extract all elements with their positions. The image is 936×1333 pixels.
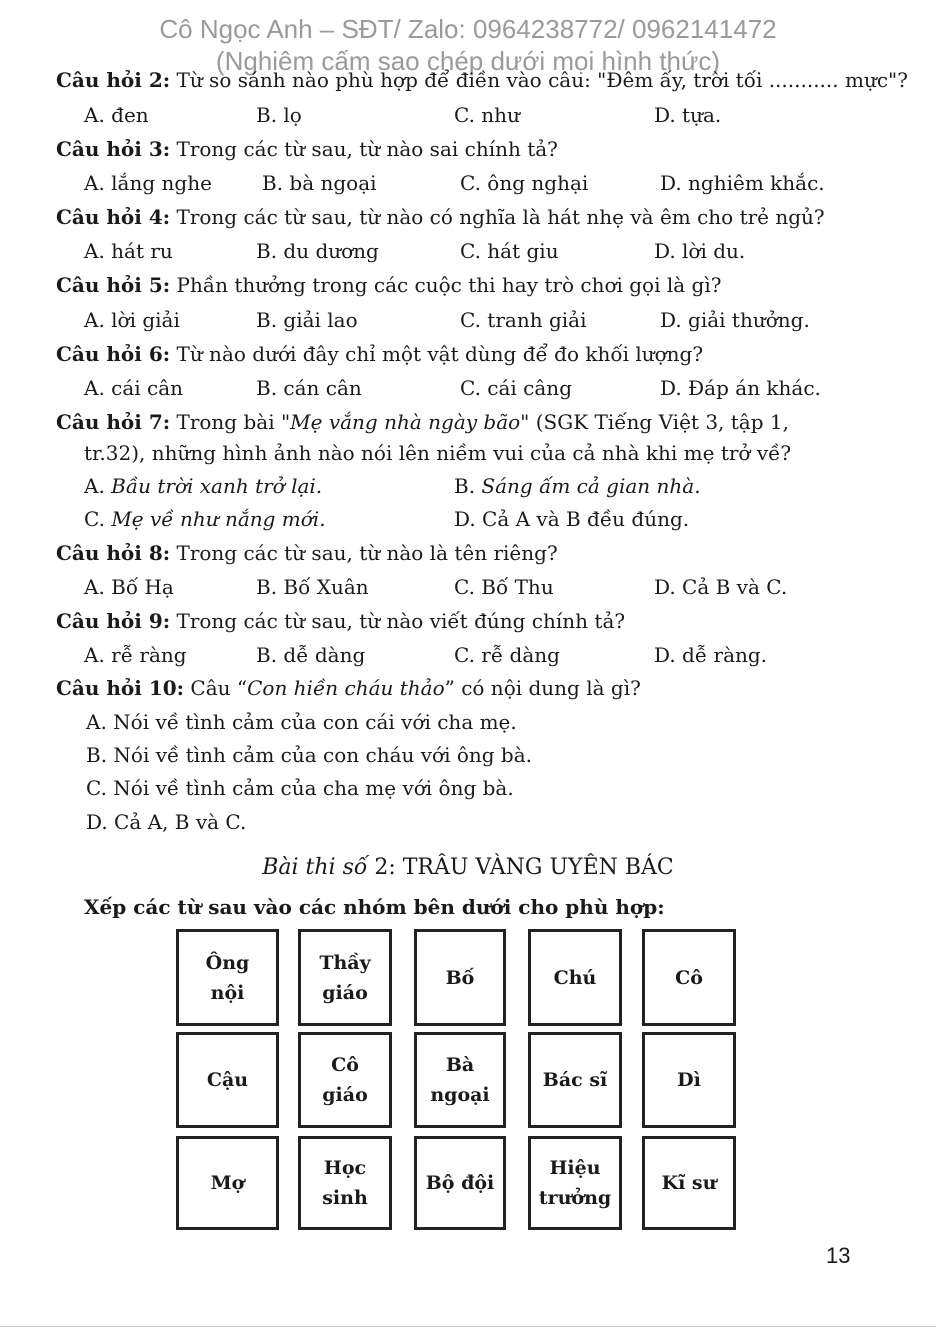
option-c: C. như [454, 103, 520, 127]
word-box [176, 1032, 279, 1128]
word-box [642, 1032, 736, 1128]
watermark-contact: Cô Ngọc Anh – SĐT/ Zalo: 0964238772/ 0962141472 [159, 14, 777, 44]
question-text: Trong các từ sau, từ nào là tên riêng? [170, 541, 558, 565]
section-title: Bài thi số 2: TRÂU VÀNG UYÊN BÁC [262, 855, 674, 880]
question-7 [56, 410, 789, 434]
question-label: Câu hỏi 9: [56, 609, 171, 633]
question-label: Câu hỏi 8: [56, 541, 171, 565]
word-box [298, 1136, 392, 1230]
option-b: B. Sáng ấm cả gian nhà. [454, 474, 701, 498]
word-box-label: Cô giáo [322, 1054, 368, 1106]
watermark-notice: (Nghiêm cấm sao chép dưới mọi hình thức) [215, 46, 721, 76]
word-box [642, 1136, 736, 1230]
word-box [528, 1032, 622, 1128]
option-d: D. Đáp án khác. [660, 376, 821, 400]
word-box-label: Dì [677, 1069, 701, 1091]
option-d: D. lời du. [654, 239, 746, 263]
question-10 [56, 676, 641, 700]
word-box-label: Mợ [210, 1172, 245, 1194]
option-a: A. lắng nghe [84, 171, 212, 195]
option-b: B. Nói về tình cảm của con cháu với ông bà. [86, 743, 533, 767]
option-a: A. Nói về tình cảm của con cái với cha mẹ. [86, 710, 517, 734]
word-box [176, 1136, 279, 1230]
word-box [528, 929, 622, 1026]
word-box-label: Cậu [206, 1069, 249, 1091]
option-d: D. Cả A, B và C. [86, 810, 247, 834]
option-a: A. đen [84, 103, 149, 127]
word-box-label: Ông nội [205, 951, 250, 1004]
question-label: Câu hỏi 7: [56, 410, 171, 434]
question-6 [56, 342, 703, 366]
option-b: B. du dương [256, 239, 379, 263]
option-d: D. nghiêm khắc. [660, 171, 825, 195]
page-number: 13 [826, 1243, 851, 1268]
question-text: Trong các từ sau, từ nào viết đúng chính tả? [170, 609, 626, 633]
option-c: C. Bố Thu [454, 575, 554, 599]
option-b: B. lọ [256, 103, 302, 127]
question-text: Câu “ [184, 676, 248, 700]
option-a: A. hát ru [84, 239, 173, 263]
question-4 [56, 205, 825, 229]
question-label: Câu hỏi 2: [56, 68, 171, 92]
option-d: D. tựa. [654, 103, 722, 127]
word-box-label: Bà ngoại [430, 1054, 490, 1106]
page-bottom-divider [0, 1326, 936, 1327]
word-box-label: Chú [553, 966, 597, 989]
word-box [414, 929, 506, 1026]
option-c: C. rễ dàng [454, 643, 560, 667]
question-9 [56, 609, 625, 633]
quoted-phrase: Con hiền cháu thảo [247, 676, 445, 700]
option-b: B. Bố Xuân [256, 575, 369, 599]
option-d: D. giải thưởng. [660, 308, 810, 332]
question-label: Câu hỏi 3: [56, 137, 171, 161]
question-label: Câu hỏi 6: [56, 342, 171, 366]
word-box [414, 1136, 506, 1230]
question-8 [56, 541, 558, 565]
question-text: Trong các từ sau, từ nào sai chính tả? [170, 137, 558, 161]
option-c: C. hát giu [460, 239, 559, 263]
option-c: C. ông nghại [460, 171, 589, 195]
question-label: Câu hỏi 10: [56, 676, 185, 700]
option-a: A. rễ ràng [84, 643, 187, 667]
option-d: D. Cả B và C. [654, 575, 788, 599]
question-3 [56, 137, 558, 161]
option-c: C. Nói về tình cảm của cha mẹ với ông bà. [86, 776, 514, 800]
option-a: A. Bầu trời xanh trở lại. [84, 474, 323, 498]
word-box-label: Thầy giáo [319, 951, 371, 1004]
option-d: D. Cả A và B đều đúng. [454, 507, 690, 531]
question-text: Phần thưởng trong các cuộc thi hay trò chơi gọi là gì? [170, 273, 722, 297]
question-7-continued: tr.32), những hình ảnh nào nói lên niềm vui của cả nhà khi mẹ trở về? [84, 441, 792, 465]
question-text: Từ nào dưới đây chỉ một vật dùng để đo khối lượng? [170, 342, 704, 366]
question-text: Trong các từ sau, từ nào có nghĩa là hát nhẹ và êm cho trẻ ngủ? [170, 205, 825, 229]
word-box [298, 929, 392, 1026]
question-label: Câu hỏi 5: [56, 273, 171, 297]
question-5 [56, 273, 721, 297]
word-box [642, 929, 736, 1026]
word-box-label: Hiệu trưởng [538, 1157, 612, 1209]
option-b: B. bà ngoại [262, 171, 377, 195]
question-text: Trong bài [170, 410, 281, 434]
section-instruction: Xếp các từ sau vào các nhóm bên dưới cho phù hợp: [84, 895, 665, 919]
option-b: B. dễ dàng [256, 643, 366, 667]
word-box-label: Cô [675, 966, 703, 989]
option-c: C. tranh giải [460, 308, 587, 332]
word-box [528, 1136, 622, 1230]
word-box [414, 1032, 506, 1128]
lesson-title: "Mẹ vắng nhà ngày bão" [280, 410, 530, 434]
question-text: (SGK Tiếng Việt 3, tập 1, [529, 410, 789, 434]
question-label: Câu hỏi 4: [56, 205, 171, 229]
word-box-label: Bố [445, 966, 475, 989]
word-box [298, 1032, 392, 1128]
option-a: A. cái cân [84, 376, 184, 400]
option-a: A. Bố Hạ [84, 575, 174, 599]
option-c: C. Mẹ về như nắng mới. [84, 507, 326, 531]
question-text: ” có nội dung là gì? [444, 676, 641, 700]
word-box-label: Học sinh [322, 1157, 368, 1209]
option-b: B. giải lao [256, 308, 358, 332]
option-c: C. cái câng [460, 376, 572, 400]
question-2 [56, 68, 908, 92]
word-box-label: Bộ đội [425, 1172, 495, 1194]
word-box-label: Bác sĩ [542, 1069, 608, 1091]
option-d: D. dễ ràng. [654, 643, 768, 667]
option-a: A. lời giải [84, 308, 180, 332]
word-box [176, 929, 279, 1026]
question-text: Từ so sánh nào phù hợp để điền vào câu: "Đêm ấy, trời tối ........... mực"? [170, 68, 908, 92]
option-b: B. cán cân [256, 376, 362, 400]
word-box-label: Kĩ sư [661, 1172, 717, 1194]
